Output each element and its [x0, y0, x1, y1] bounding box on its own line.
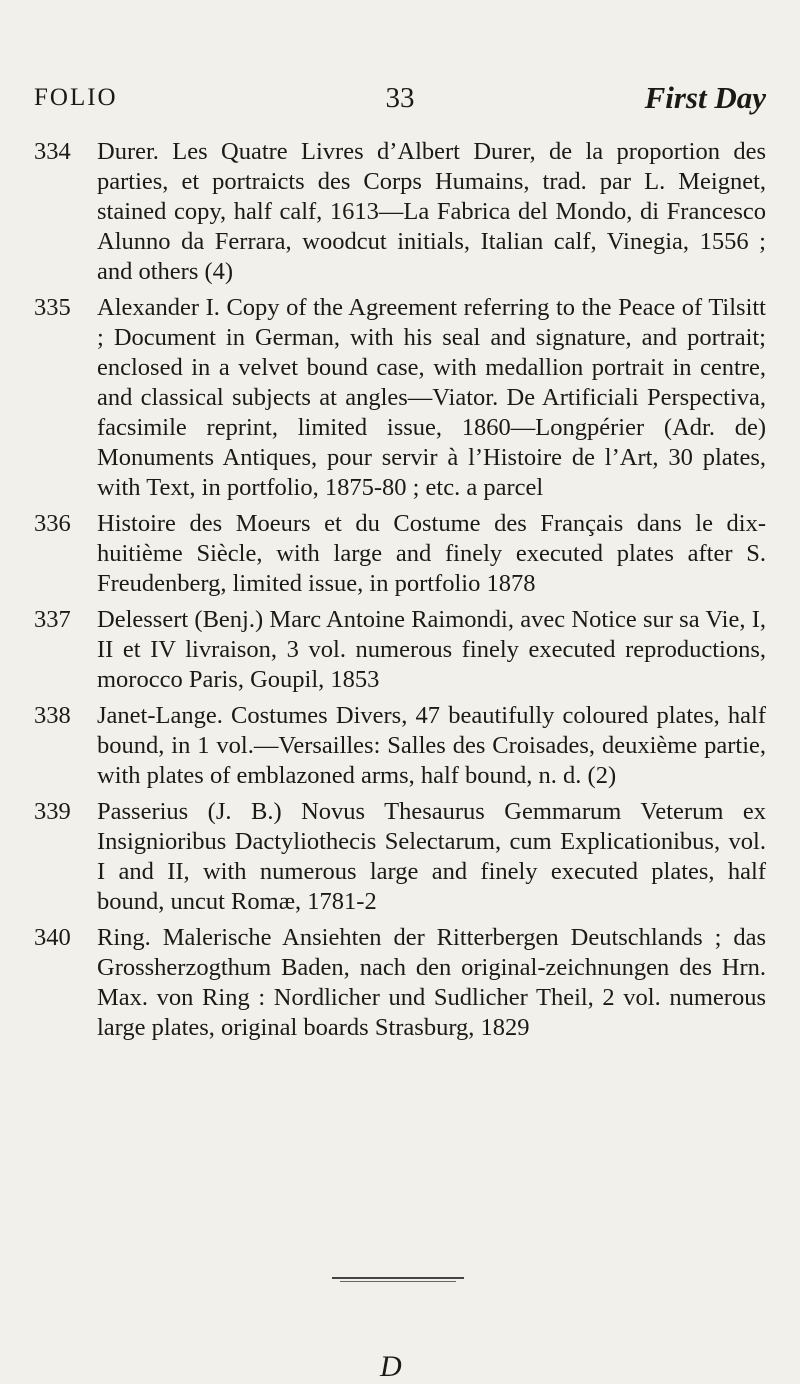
day-label: First Day [644, 80, 766, 115]
page-header [34, 80, 766, 120]
lot-item [34, 509, 766, 599]
folio-label: FOLIO [34, 84, 118, 111]
lot-list [34, 137, 766, 1049]
lot-description: Passerius (J. B.) Novus Thesaurus Gemmarum Veterum ex Insignioribus Dactyliothecis Selectarum, cum Explicationibus, vol. I and II, with numerous large and finely executed plates, half bound, uncut Romæ, 1781-2 [97, 798, 766, 915]
page-number: 33 [385, 82, 415, 114]
lot-item [34, 923, 766, 1043]
lot-number: 340 [34, 924, 71, 951]
lot-item [34, 701, 766, 791]
lot-item [34, 605, 766, 695]
lot-item [34, 293, 766, 503]
lot-item [34, 137, 766, 287]
lot-number: 339 [34, 798, 71, 825]
lot-number: 336 [34, 510, 71, 537]
lot-description: Histoire des Moeurs et du Costume des Français dans le dix-huitième Siècle, with large and finely executed plates after S. Freudenberg, limited issue, in portfolio 1878 [97, 510, 766, 597]
lot-number: 335 [34, 294, 71, 321]
section-divider [332, 1277, 464, 1279]
lot-description: Janet-Lange. Costumes Divers, 47 beautifully coloured plates, half bound, in 1 vol.—Versailles: Salles des Croisades, deuxième partie, with plates of emblazoned arms, half bound, n. d. (2) [97, 702, 766, 789]
section-divider-thin [340, 1281, 456, 1282]
signature-mark: D [380, 1350, 402, 1383]
lot-description: Durer. Les Quatre Livres d’Albert Durer, de la proportion des parties, et portraicts des Corps Humains, trad. par L. Meignet, stained copy, half calf, 1613—La Fabrica del Mondo, di Francesco Alunno da Ferrara, woodcut initials, Italian calf, Vinegia, 1556 ; and others (4) [97, 138, 766, 285]
lot-description: Alexander I. Copy of the Agreement referring to the Peace of Tilsitt ; Document in German, with his seal and signature, and portrait; enclosed in a velvet bound case, with medallion portrait in centre, and classical subjects at angles—Viator. De Artificiali Perspectiva, facsimile reprint, limited issue, 1860—Longpérier (Adr. de) Monuments Antiques, pour servir à l’Histoire de l’Art, 30 plates, with Text, in portfolio, 1875-80 ; etc. a parcel [97, 294, 766, 501]
lot-description: Ring. Malerische Ansiehten der Ritterbergen Deutschlands ; das Grossherzogthum Baden, nach den original-zeichnungen des Hrn. Max. von Ring : Nordlicher und Sudlicher Theil, 2 vol. numerous large plates, original boards Strasburg, 1829 [97, 924, 766, 1041]
lot-description: Delessert (Benj.) Marc Antoine Raimondi, avec Notice sur sa Vie, I, II et IV livraison, 3 vol. numerous finely executed reproductions, morocco Paris, Goupil, 1853 [97, 606, 766, 693]
lot-number: 334 [34, 138, 71, 165]
lot-number: 337 [34, 606, 71, 633]
lot-number: 338 [34, 702, 71, 729]
lot-item [34, 797, 766, 917]
